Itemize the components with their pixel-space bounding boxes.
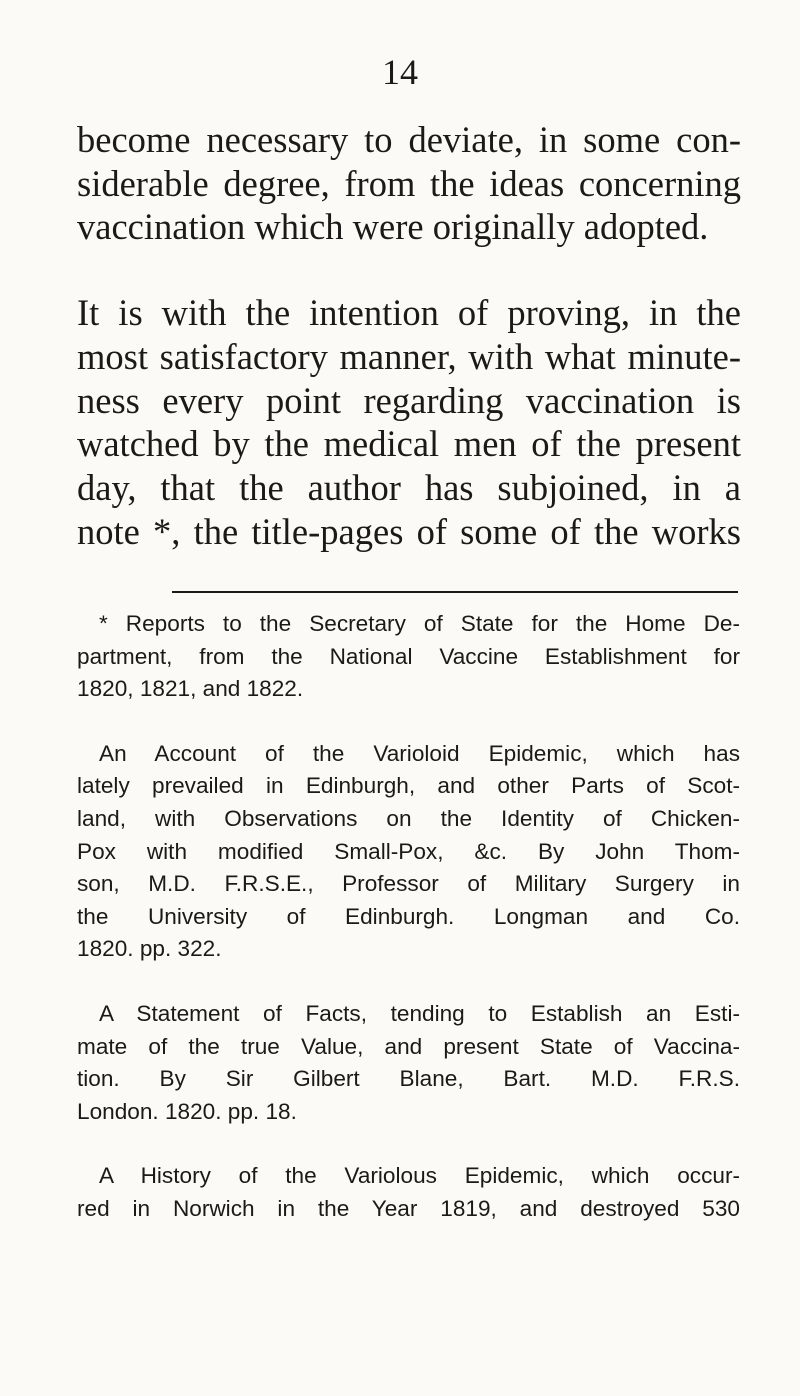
- footnote: [77, 608, 740, 1226]
- text-line: partment, from the National Vaccine Establishment for: [77, 643, 740, 669]
- text-line: lately prevailed in Edinburgh, and other Parts of Scot-: [77, 773, 740, 799]
- footnote-separator: [172, 591, 738, 593]
- footnote-entry: [77, 738, 740, 966]
- text-line: land, with Observations on the Identity of Chicken-: [77, 805, 740, 831]
- text-line: son, M.D. F.R.S.E., Professor of Military Surgery in: [77, 871, 740, 897]
- main-text: [77, 118, 741, 553]
- text-line: London. 1820. pp. 18.: [77, 1098, 297, 1124]
- footnote-entry: [77, 1160, 740, 1225]
- paragraph: [77, 118, 741, 249]
- paragraph: [77, 291, 741, 553]
- text-line: ness every point regarding vaccination is: [77, 379, 741, 421]
- page-number: 14: [382, 52, 418, 92]
- text-line: become necessary to deviate, in some con-: [77, 119, 741, 160]
- text-line: most satisfactory manner, with what minute-: [77, 335, 741, 377]
- text-line: the University of Edinburgh. Longman and Co.: [77, 903, 740, 929]
- text-line: vaccination which were originally adopted.: [77, 206, 709, 248]
- text-line: A History of the Variolous Epidemic, which occur-: [99, 1163, 740, 1189]
- text-line: 1820, 1821, and 1822.: [77, 676, 304, 702]
- text-line: 1820. pp. 322.: [77, 936, 222, 962]
- text-line: siderable degree, from the ideas concerning: [77, 162, 741, 204]
- text-line: red in Norwich in the Year 1819, and destroyed 530: [77, 1195, 740, 1221]
- text-line: * Reports to the Secretary of State for the Home De-: [99, 611, 740, 636]
- text-line: note *, the title-pages of some of the works: [77, 510, 741, 552]
- text-line: tion. By Sir Gilbert Blane, Bart. M.D. F.R.S.: [77, 1066, 740, 1092]
- text-line: mate of the true Value, and present State of Vaccina-: [77, 1033, 740, 1059]
- footnote-entry: [77, 998, 740, 1128]
- text-line: An Account of the Varioloid Epidemic, which has: [99, 740, 740, 766]
- text-line: A Statement of Facts, tending to Establish an Esti-: [99, 1000, 740, 1026]
- footnote-entry: [77, 608, 740, 706]
- text-line: day, that the author has subjoined, in a: [77, 466, 741, 508]
- text-line: It is with the intention of proving, in the: [77, 292, 741, 334]
- text-line: watched by the medical men of the present: [77, 423, 741, 465]
- text-line: Pox with modified Small-Pox, &c. By John Thom-: [77, 838, 740, 864]
